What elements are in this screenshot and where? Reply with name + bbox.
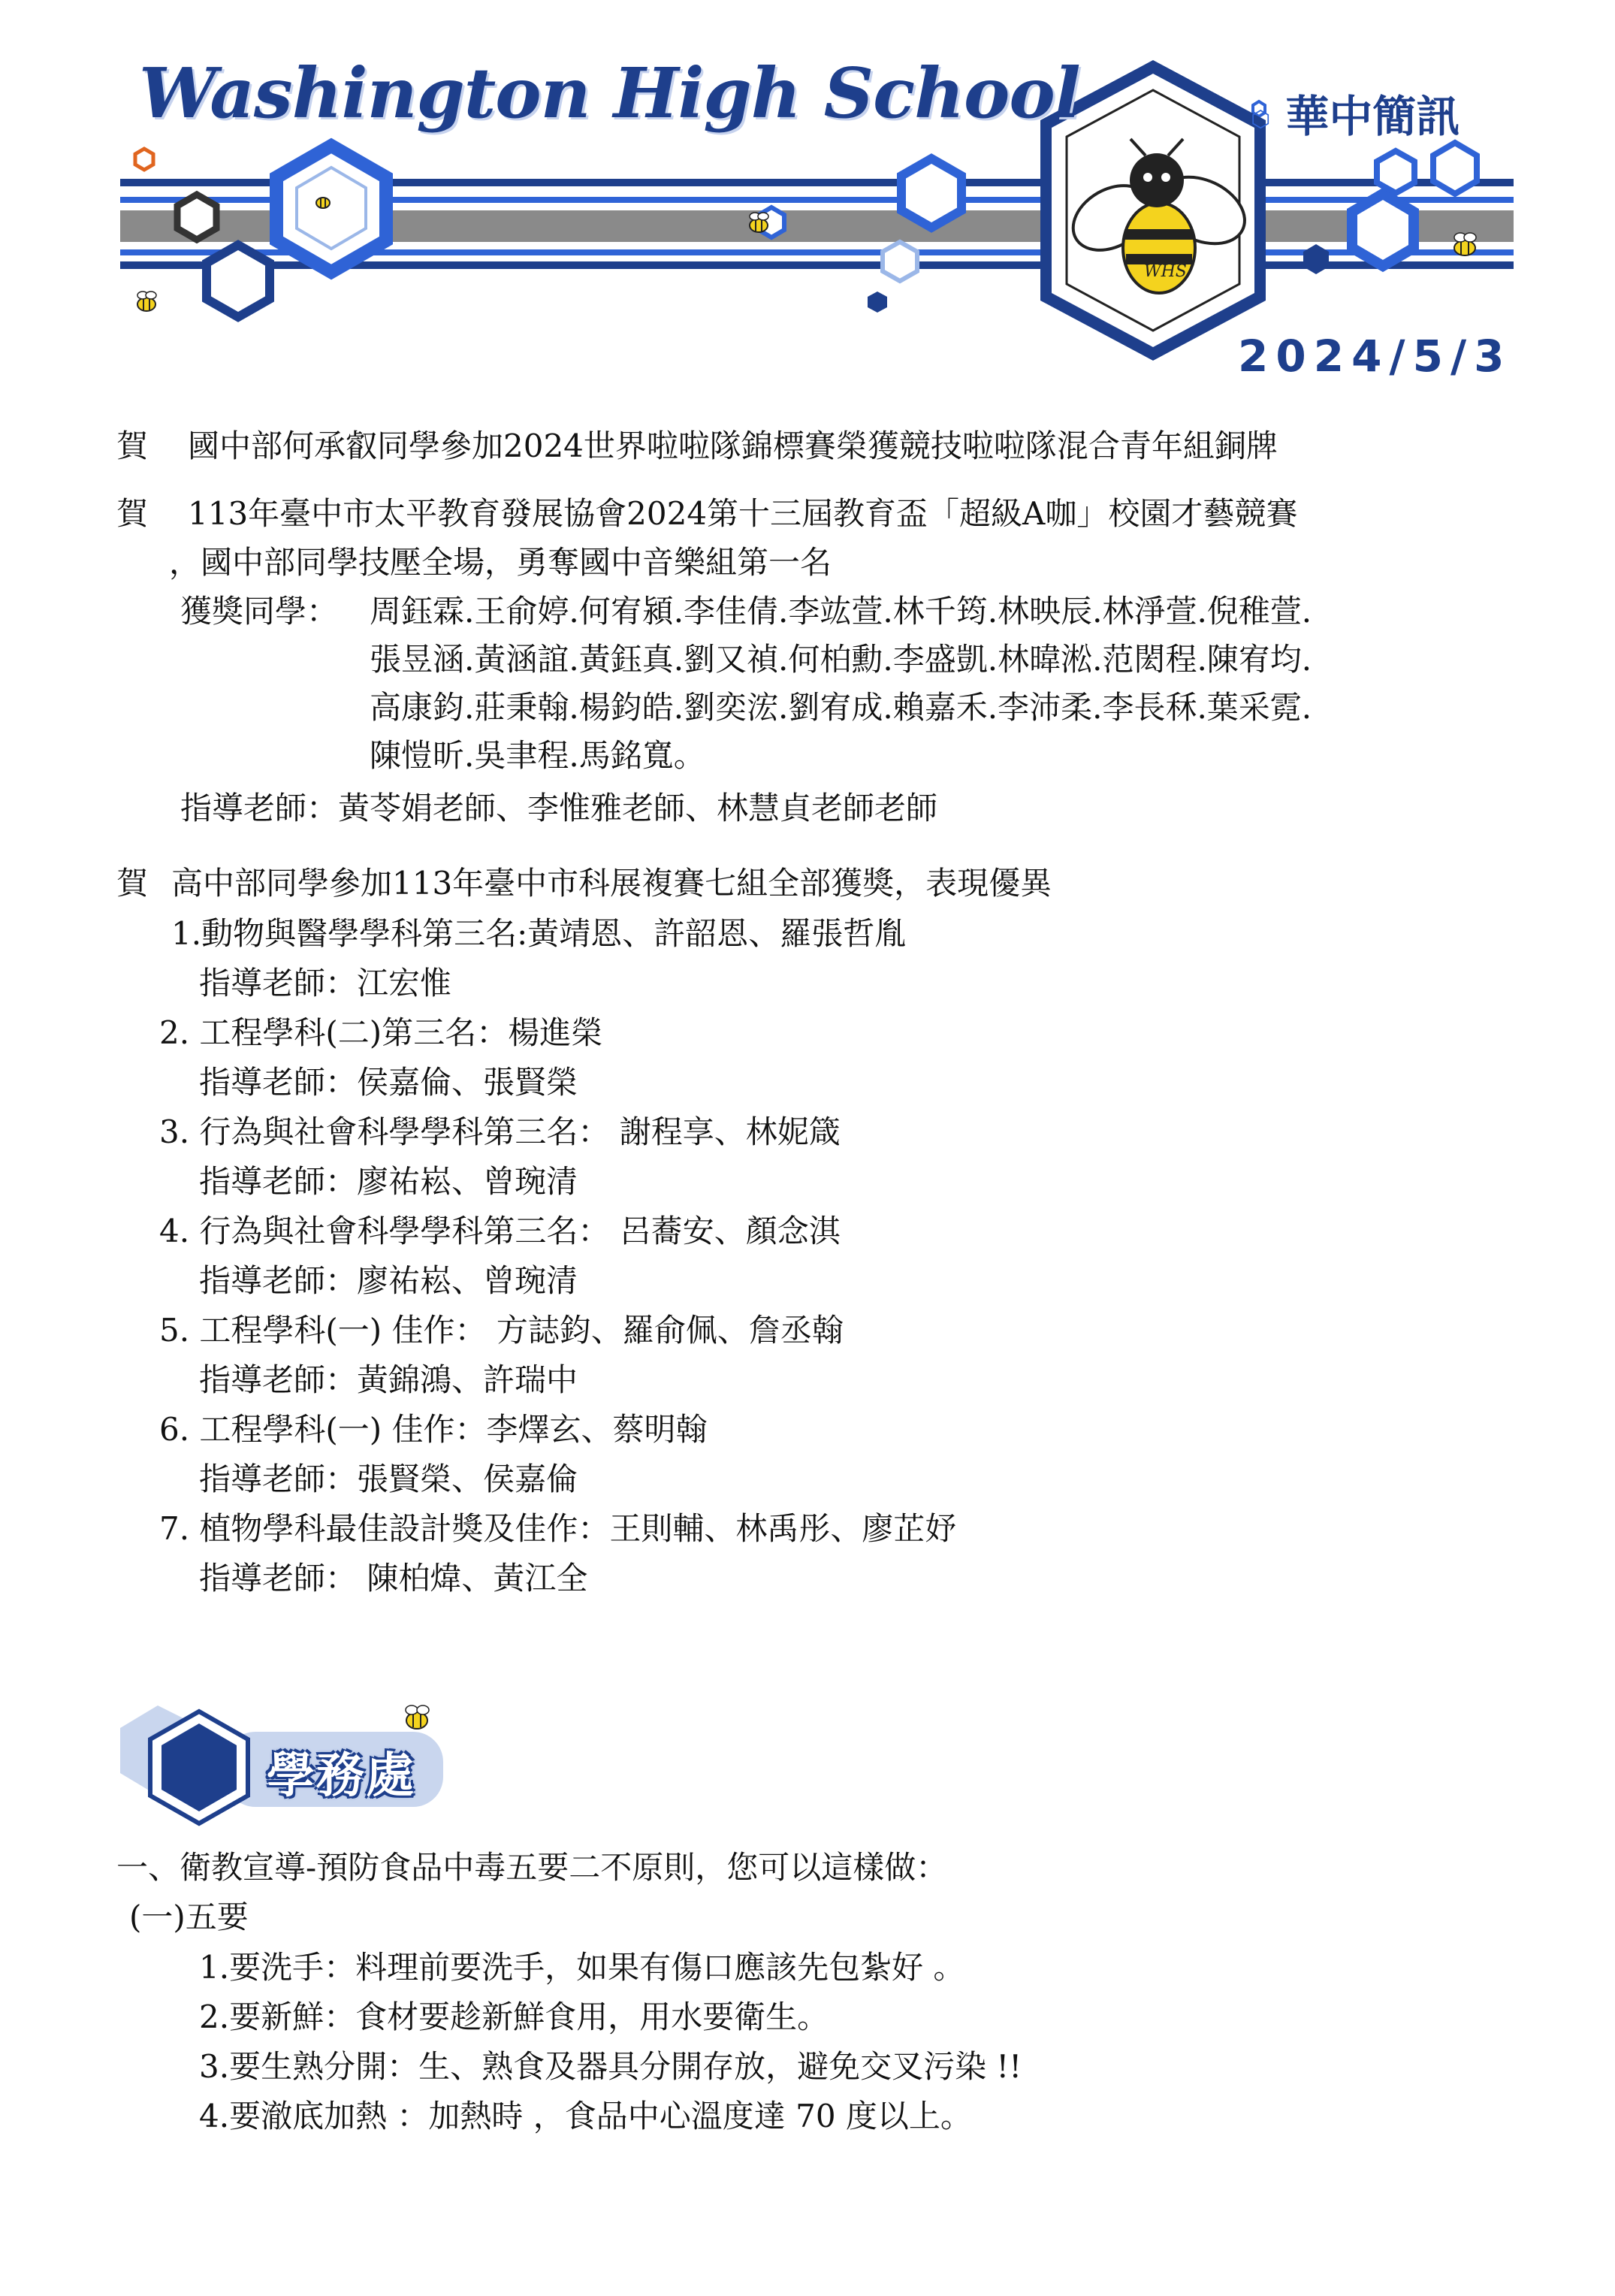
award-item-title: 7. 植物學科最佳設計獎及佳作：王則輔、林禹彤、廖芷妤 [159,1510,957,1547]
award-item-teachers: 指導老師：廖祐崧、曾琬清 [199,1163,578,1200]
newsletter-header [0,0,1615,406]
award-item-title: 6. 工程學科(一) 佳作：李燡玄、蔡明翰 [159,1411,708,1448]
teachers-line: 指導老師：黃苓娟老師、李惟雅老師、林慧貞老師老師 [180,790,938,826]
section-subheading: (一)五要 [129,1899,249,1935]
award-item-teachers: 指導老師： 陳柏煒、黃江全 [199,1560,588,1597]
section-item: 2.要新鮮：食材要趁新鮮食用，用水要衛生。 [199,1998,829,2035]
section-badge-label: 學務處 [267,1748,415,1804]
award-item-teachers: 指導老師：侯嘉倫、張賢榮 [199,1064,578,1101]
section-badge [113,1698,458,1833]
newsletter-brand [1251,81,1460,144]
award-item-title: 4. 行為與社會科學學科第三名： 呂蕎安、顏念淇 [159,1213,841,1249]
section-item: 3.要生熟分開：生、熟食及器具分開存放，避免交叉污染 !! [199,2048,1022,2085]
newsletter-brand-label: 華中簡訊 [1285,91,1460,142]
congrats-symbol: 賀 [116,865,149,902]
awardees-line: 周鈺霖.王俞婷.何宥潁.李佳倩.李竑萱.林千筠.林映辰.林淨萱.倪稚萱. [370,593,1312,630]
awardees-line: 張昱涵.黃涵誼.黃鈺真.劉又禎.何柏勳.李盛凱.林暐淞.范閎程.陳宥均. [370,641,1312,678]
award-item-teachers: 指導老師：黃錦鴻、許瑞中 [199,1361,578,1398]
section-item: 1.要洗手：料理前要洗手，如果有傷口應該先包紮好 。 [199,1949,965,1986]
awardees-line: 高康鈞.莊秉翰.楊鈞皓.劉奕浤.劉宥成.賴嘉禾.李沛柔.李長秝.葉采霓. [370,689,1312,726]
congrats-line: ，國中部同學技壓全場，勇奪國中音樂組第一名 [169,544,832,581]
award-item-teachers: 指導老師：張賢榮、侯嘉倫 [199,1461,578,1497]
congrats-symbol: 賀 [116,495,149,532]
award-item-title: 5. 工程學科(一) 佳作： 方誌鈞、羅俞佩、詹丞翰 [159,1312,844,1349]
svg-text:WHS: WHS [1144,262,1187,281]
award-item-title: 1.動物與醫學學科第三名:黃靖恩、許韶恩、羅張哲胤 [171,915,907,952]
award-item-teachers: 指導老師：廖祐崧、曾琬清 [199,1262,578,1299]
congrats-line: 113年臺中市太平教育發展協會2024第十三屆教育盃「超級A咖」校園才藝競賽 [188,495,1298,532]
awardees-label: 獲獎同學： [180,593,339,630]
awardees-line: 陳愷昕.吳聿程.馬銘寬。 [370,737,705,774]
congrats-line: 高中部同學參加113年臺中市科展複賽七組全部獲獎，表現優異 [171,865,1052,902]
section-heading: 一、衛教宣導-預防食品中毒五要二不原則，您可以這樣做： [116,1849,948,1886]
award-item-title: 2. 工程學科(二)第三名：楊進榮 [159,1014,603,1051]
congrats-symbol: 賀 [116,427,149,464]
congrats-line: 國中部何承叡同學參加2024世界啦啦隊錦標賽榮獲競技啦啦隊混合青年組銅牌 [188,427,1278,464]
school-name: Washington High School [139,53,1080,134]
award-item-teachers: 指導老師：江宏惟 [199,965,452,1001]
hexagon-icon: ⬡ [1251,106,1271,133]
issue-date: 2024/5/3 [1238,331,1512,382]
award-item-title: 3. 行為與社會科學學科第三名： 謝程享、林妮箴 [159,1113,841,1150]
section-item: 4.要澈底加熱 ：加熱時 ，食品中心溫度達 70 度以上。 [199,2098,972,2134]
